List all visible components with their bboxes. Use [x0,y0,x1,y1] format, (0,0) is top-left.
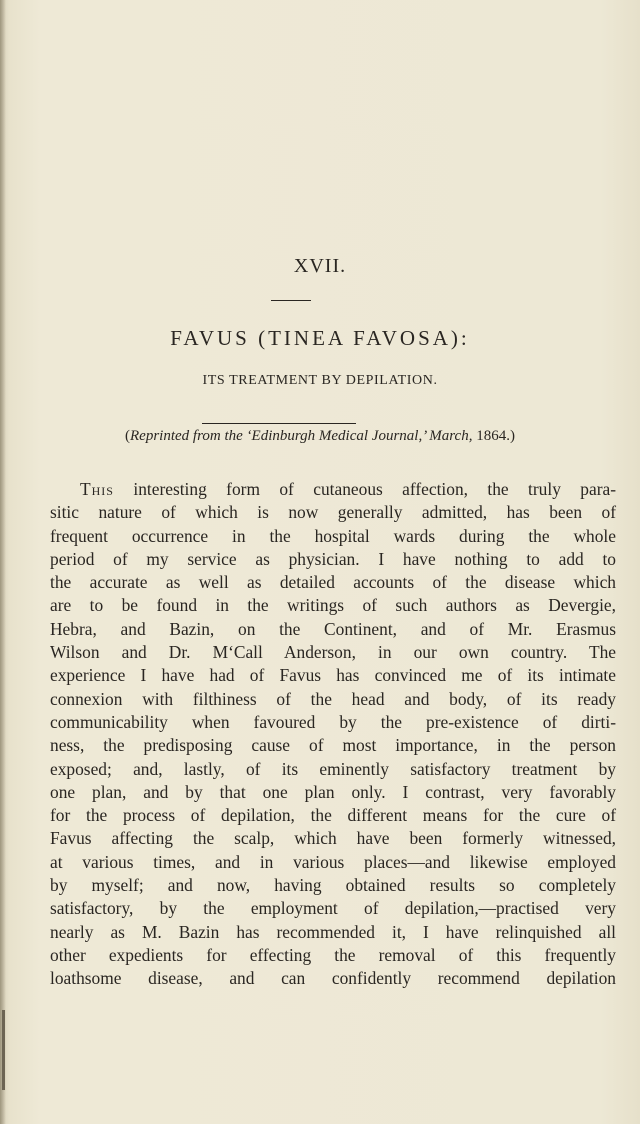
article-title: FAVUS (TINEA FAVOSA): [170,326,470,350]
body-line: Favus affecting the scalp, which have been formerly witnessed, [50,828,616,849]
reprint-open-paren: ( [125,428,131,444]
body-line: Hebra, and Bazin, on the Continent, and of Mr. Erasmus [50,618,616,639]
body-line: experience I have had of Favus has convinced me of its intimate [50,665,616,686]
reprint-year: 1864.) [472,428,515,444]
body-line: nearly as M. Bazin has recommended it, I have relinquished all [50,921,616,942]
body-line: at various times, and in various places—and likewise employed [50,851,616,872]
page-edge-mark [2,1010,5,1090]
body-line: connexion with filthiness of the head and body, of its ready [50,688,616,709]
body-line: the accurate as well as detailed accounts of the disease which [50,572,616,593]
body-line: other expedients for effecting the removal of this frequently [50,944,616,965]
body-line: Wilson and Dr. M‘Call Anderson, in our own country. The [50,642,616,663]
reprint-note [0,428,640,445]
body-line [50,478,616,501]
body-paragraph [50,478,616,991]
body-line: are to be found in the writings of such authors as Devergie, [50,595,616,616]
body-line: communicability when favoured by the pre-existence of dirti- [50,711,616,732]
chapter-number: XVII. [293,255,347,277]
body-line: frequent occurrence in the hospital wards during the whole [50,525,616,546]
body-line: satisfactory, by the employment of depilation,—practised very [50,898,616,919]
body-line: by myself; and now, having obtained results so completely [50,875,616,896]
reprint-journal: ‘Edinburgh Medical Journal,’ [246,428,426,444]
body-line: period of my service as physician. I have nothing to add to [50,548,616,569]
long-rule [202,423,356,424]
body-line: one plan, and by that one plan only. I contrast, very favorably [50,781,616,802]
body-line: for the process of depilation, the different means for the cure of [50,805,616,826]
article-subtitle: ITS TREATMENT BY DEPILATION. [202,373,438,388]
body-line-text: interesting form of cutaneous affection, the truly para- [113,479,616,499]
reprint-month: March, [425,428,473,444]
body-line: sitic nature of which is now generally admitted, has been of [50,502,616,523]
body-line: loathsome disease, and can confidently recommend depilation [50,968,616,989]
body-line: exposed; and, lastly, of its eminently satisfactory treatment by [50,758,616,779]
lead-word: This [80,479,114,499]
reprint-prefix: Reprinted from the [130,428,247,444]
body-line: ness, the predisposing cause of most importance, in the person [50,735,616,756]
short-rule [271,300,311,301]
binding-shadow [0,0,6,1124]
